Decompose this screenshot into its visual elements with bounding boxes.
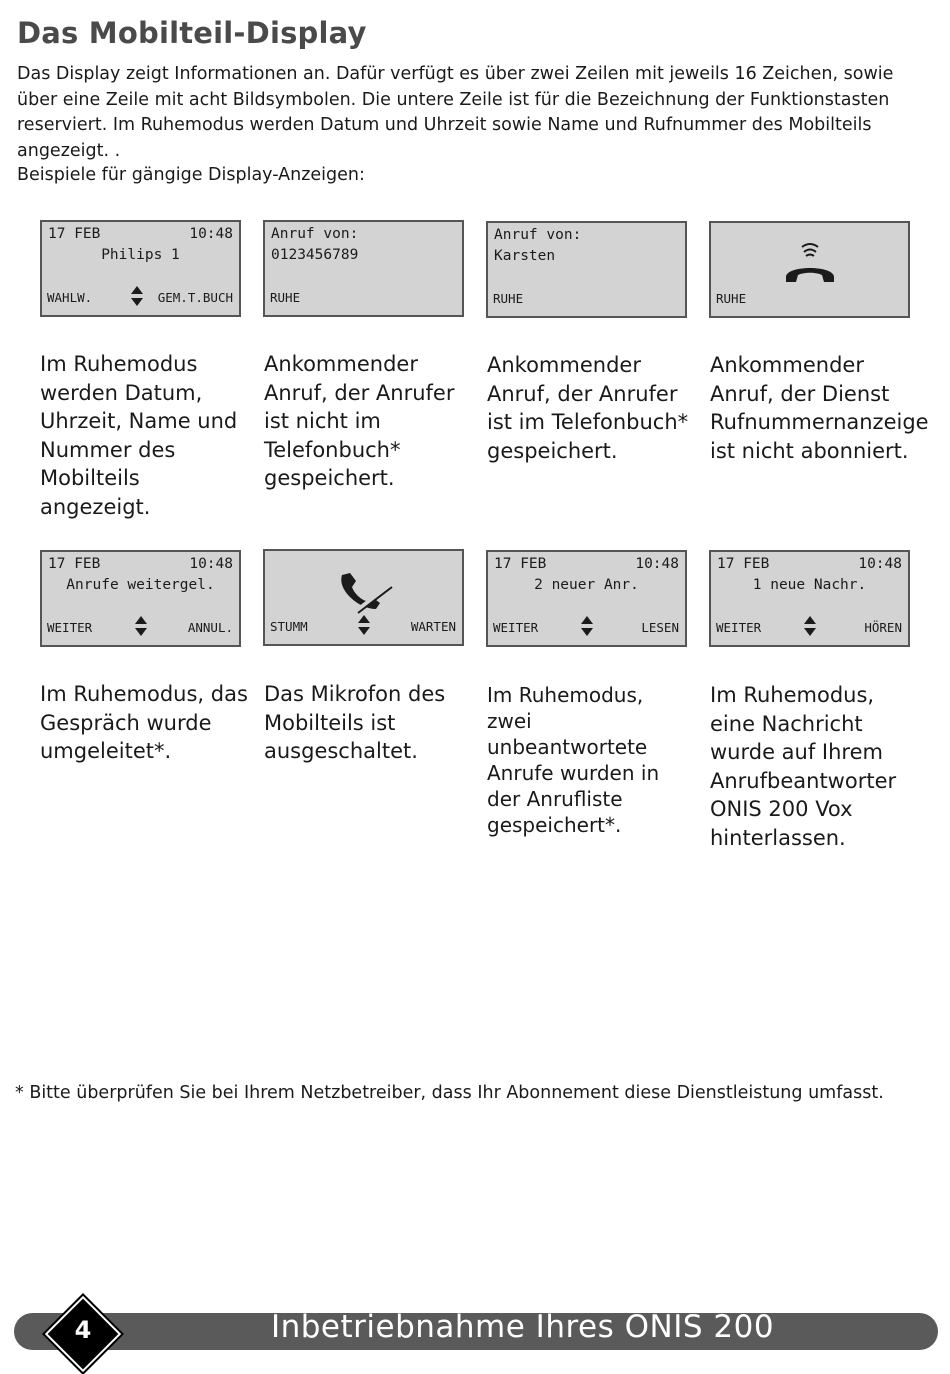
ringing-phone-icon	[780, 237, 840, 287]
softkey-right-label: ANNUL.	[187, 620, 233, 635]
description-forwarded: Im Ruhemodus, das Gespräch wurde umgeleitet*.	[40, 682, 248, 763]
examples-label: Beispiele für gängige Display-Anzeigen:	[17, 165, 365, 185]
display-text: 1 neue Nachr.	[752, 577, 867, 593]
description-missed-calls: Im Ruhemodus, zwei unbeantwortete Anrufe wurden in der Anrufliste gespeichert*.	[487, 683, 660, 837]
display-example-forwarded	[40, 550, 241, 647]
softkey-right-label: HÖREN	[864, 620, 902, 635]
description-incoming-name: Ankommender Anruf, der Anrufer ist im Telefonbuch* gespeichert.	[487, 353, 689, 463]
softkey-right-label: GEM.T.BUCH	[157, 290, 233, 305]
softkey-left-label: WAHLW.	[47, 290, 93, 305]
page-number: 4	[74, 1316, 92, 1344]
display-example-missed-calls	[486, 550, 687, 647]
display-example-incoming-number	[263, 220, 464, 317]
footnote: * Bitte überprüfen Sie bei Ihrem Netzbetreiber, dass Ihr Abonnement diese Dienstleistung umfasst.	[15, 1083, 884, 1103]
softkey-left-label: RUHE	[493, 291, 524, 306]
softkey-left-label: WEITER	[493, 620, 539, 635]
up-down-arrows-icon	[131, 286, 143, 306]
softkey-right-label: WARTEN	[410, 619, 456, 634]
softkey-left-label: RUHE	[716, 291, 747, 306]
up-down-arrows-icon	[581, 616, 593, 636]
display-date: 17 FEB	[717, 556, 770, 572]
description-mute: Das Mikrofon des Mobilteils ist ausgeschaltet.	[264, 682, 446, 763]
display-example-new-message	[709, 550, 910, 647]
description-incoming-number: Ankommender Anruf, der Anrufer ist nicht im Telefonbuch* gespeichert.	[264, 352, 455, 490]
display-caller-name: Karsten	[494, 248, 556, 264]
intro-paragraph: Das Display zeigt Informationen an. Dafür verfügt es über zwei Zeilen mit jeweils 16 Zeichen, sowie über eine Zeile mit acht Bildsymbolen. Die untere Zeile ist für die Bezeichnung der Funktionstasten reserviert. Im Ruhemodus werden Datum und Uhrzeit sowie Name und Rufnummer des Mobilteils angezeigt. .	[17, 64, 894, 161]
display-text: 2 neuer Anr.	[534, 577, 639, 593]
page-title: Das Mobilteil-Display	[17, 16, 367, 50]
display-example-incoming-name	[486, 221, 687, 318]
display-text: Anruf von:	[271, 226, 359, 242]
display-text: Anrufe weitergel.	[66, 577, 215, 593]
chapter-title: Inbetriebnahme Ihres ONIS 200	[270, 1309, 775, 1345]
up-down-arrows-icon	[358, 615, 370, 635]
softkey-left-label: RUHE	[270, 290, 301, 305]
display-time: 10:48	[189, 556, 233, 572]
up-down-arrows-icon	[804, 616, 816, 636]
softkey-right-label: LESEN	[641, 620, 679, 635]
description-new-message: Im Ruhemodus, eine Nachricht wurde auf Ihrem Anrufbeantworter ONIS 200 Vox hinterlassen.	[710, 683, 897, 850]
display-time: 10:48	[635, 556, 679, 572]
softkey-left-label: WEITER	[716, 620, 762, 635]
display-example-mute	[263, 549, 464, 646]
display-date: 17 FEB	[48, 556, 101, 572]
description-incoming-no-clip: Ankommender Anruf, der Dienst Rufnummernanzeige ist nicht abonniert.	[710, 353, 929, 463]
up-down-arrows-icon	[135, 616, 147, 636]
softkey-left-label: WEITER	[47, 620, 93, 635]
display-caller-number: 0123456789	[271, 247, 359, 263]
display-example-standby	[40, 220, 241, 317]
description-standby: Im Ruhemodus werden Datum, Uhrzeit, Name und Nummer des Mobilteils angezeigt.	[40, 352, 238, 519]
display-text: Philips 1	[101, 247, 180, 263]
display-time: 10:48	[189, 226, 233, 242]
display-date: 17 FEB	[48, 226, 101, 242]
display-example-incoming-no-clip	[709, 221, 910, 318]
muted-handset-icon	[332, 567, 396, 617]
display-date: 17 FEB	[494, 556, 547, 572]
softkey-left-label: STUMM	[270, 619, 308, 634]
display-text: Anruf von:	[494, 227, 582, 243]
display-time: 10:48	[858, 556, 902, 572]
